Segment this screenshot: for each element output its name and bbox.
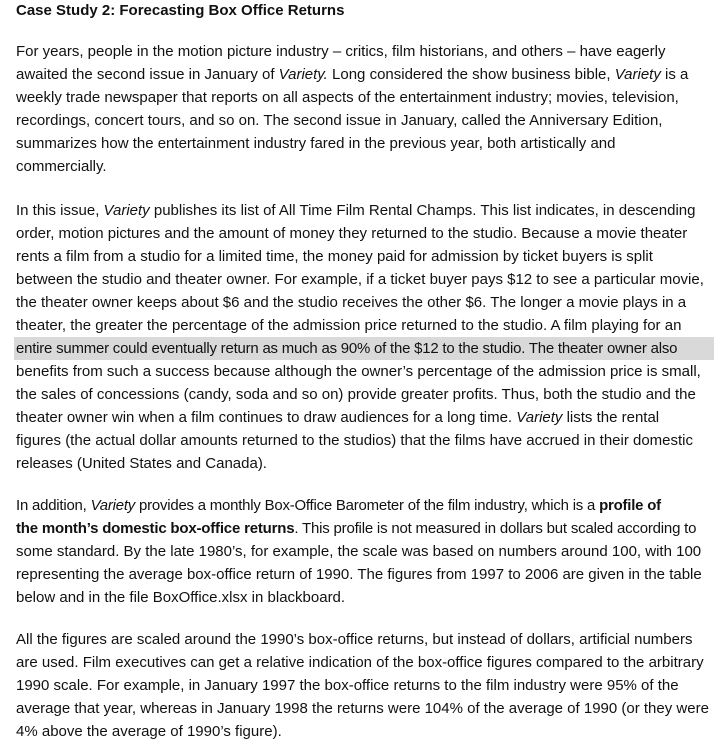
italic-text: Variety [516, 409, 563, 426]
text-line: below and in the file BoxOffice.xlsx in blackboard. [16, 589, 346, 606]
text-line: commercially. [16, 158, 107, 175]
text-line: theater, the greater the percentage of the admission price returned to the studio. A film playing for an [16, 317, 682, 334]
text-line: the theater owner keeps about $6 and the studio receives the other $6. The longer a movie plays in a [16, 294, 687, 311]
paragraph-scaling [16, 628, 709, 743]
text-line: are used. Film executives can get a relative indication of the box-office figures compared to the arbitrary [16, 654, 704, 671]
italic-text: Variety [90, 497, 136, 514]
bold-text: profile of [599, 497, 661, 514]
text-line: awaited the second issue in January of Variety. Long considered the show business bible, Variety is a [16, 66, 689, 83]
paragraph-rental-champs [16, 199, 714, 475]
text-line: recordings, concert tours, and so on. The second issue in January, called the Anniversary Edition, [16, 112, 663, 129]
text-line: the month’s domestic box-office returns. This profile is not measured in dollars but scaled according to [16, 520, 697, 537]
bold-text: the month’s domestic box-office returns [16, 520, 295, 537]
paragraph-intro [16, 40, 688, 178]
text-line: representing the average box-office return of 1990. The figures from 1997 to 2006 are given in the table [16, 566, 702, 583]
text-line: In this issue, Variety publishes its list of All Time Film Rental Champs. This list indicates, in descending [16, 202, 696, 219]
text-line: order, motion pictures and the amount of money they returned to the studio. Because a movie theater [16, 225, 688, 242]
italic-text: Variety [614, 66, 661, 83]
text-line: For years, people in the motion picture industry – critics, film historians, and others – have eagerly [16, 43, 666, 60]
italic-text: Variety [103, 202, 150, 219]
text-line: between the studio and theater owner. For example, if a ticket buyer pays $12 to see a particular movie, [16, 271, 704, 288]
text-line: average that year, whereas in January 1998 the returns were 104% of the average of 1990 (or they were [16, 700, 709, 717]
text-line: the sales of concessions (candy, soda and so on) provide greater profits. Thus, both the studio and the [16, 386, 696, 403]
paragraph-barometer [16, 494, 702, 609]
text-line: rents a film from a studio for a limited time, the money paid for admission by ticket buyers is split [16, 248, 653, 265]
highlighted-text-line[interactable]: entire summer could eventually return as much as 90% of the $12 to the studio. The theater owner also [14, 337, 714, 360]
text-line: releases (United States and Canada). [16, 455, 267, 472]
text-line: In addition, Variety provides a monthly Box-Office Barometer of the film industry, which is a profile of [16, 497, 661, 514]
text-line: 1990 scale. For example, in January 1997 the box-office returns to the film industry were 95% of the [16, 677, 679, 694]
text-line: some standard. By the late 1980’s, for example, the scale was based on numbers around 100, with 100 [16, 543, 702, 560]
text-line: benefits from such a success because although the owner’s percentage of the admission price is small, [16, 363, 701, 380]
document-page [16, 0, 728, 740]
italic-text: Variety. [278, 66, 328, 83]
text-line: weekly trade newspaper that reports on all aspects of the entertainment industry; movies, television, [16, 89, 679, 106]
text-line: summarizes how the entertainment industry fared in the previous year, both artistically and [16, 135, 616, 152]
text-line: figures (the actual dollar amounts returned to the studios) that the films have accrued in their domestic [16, 432, 694, 449]
text-line: All the figures are scaled around the 1990’s box-office returns, but instead of dollars, artificial numbers [16, 631, 693, 648]
text-line: theater owner win when a film continues to draw audiences for a long time. Variety lists the rental [16, 409, 660, 426]
document-title: Case Study 2: Forecasting Box Office Returns [16, 2, 345, 19]
text-line: 4% above the average of 1990’s figure). [16, 723, 282, 740]
